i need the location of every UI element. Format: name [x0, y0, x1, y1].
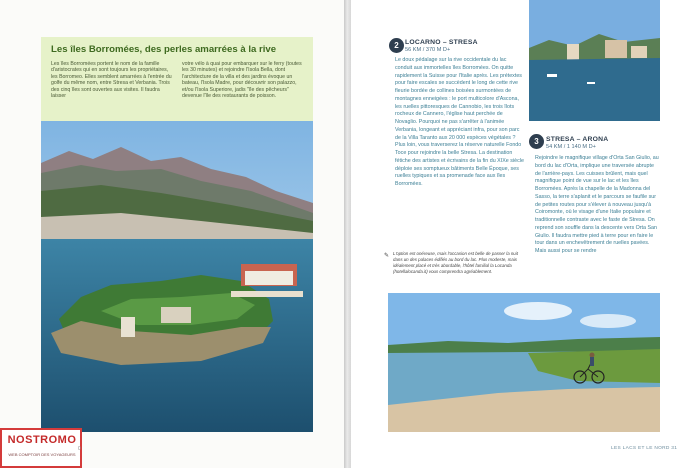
- cyclist-lakeshore-photo: [388, 293, 660, 432]
- stage-2-text: Le doux pédalage sur la rive occidentale du lac conduit aux immortelles îles Borromées. On quitte rapidement la Suisse pour l'Italie après. Les prétextes pour faire escales se succèdent le long de cette rive fleurie bordée de collines boisées surmontées de montagnes enneigées : le port multicolore d'Ascona, les ruelles pittoresques de Cannobio, les trois îlots rocheux de Cannero, l'église haut perchée de Novaglio. Pourquoi ne pas s'arrêter à l'animée Verbania, longeant et appréciant infra, pour son parc de la Villa Taranto aux 20 000 espèces végétales ? Plus loin, vous traverserez la réserve naturelle Fondo Toce pour rejoindre la belle Stresa. La destination fétiche des artistes et écrivains de la fin du XIXe siècle déploie ses somptueux bâtiments Belle Époque, ses ruelles typiques et sa promenade face aux îles Borromées.: [395, 57, 524, 187]
- stage-3-text: Rejoindre le magnifique village d'Orta San Giulio, au bord du lac d'Orta, implique une traversée abrupte de l'arrière-pays. Les cuisses brûlent, mais quel magnifique point de vue sur le lac et les îles Borromées. Après la chapelle de la Madonna del Sasso, la terre s'aplanit et le parcours se faufile sur de petites routes pour s'élever à nouveau jusqu'à Coiromonte, où le visage d'une Italie populaire et traditionnelle contraste avec le faste de Stresa. On reprend son souffle dans la descente vers Orta San Giulio. Il faudra mettre pied à terre pour en faire le tour dans un enchevêtrement de ruelles pavées. Mais aussi pour se rendre: [535, 155, 659, 254]
- stage-3-number: 3: [529, 134, 544, 149]
- nostromo-logo: [0, 428, 82, 468]
- tip-text: L'option est onéreuse, mais l'occasion est belle de passer la nuit dans un des palaces édifiés au bord du lac. Plus modeste, mais idéalement placé et très abordable, l'hôtel familial la Locanda (hotellalocanda.it) vous comprendra agréablement.: [393, 251, 518, 274]
- box-column-2: votre vélo à quai pour embarquer sur le ferry (toutes les 30 minutes) et rejoindre l'Isola Bella, dont l'architecture de la villa et des jardins évoque un bateau, l'Isola Madre, pour découvrir son palazzo, et/ou l'Isola Superiore, jadis "île des pêcheurs" devenue l'île des restaurants de poisson.: [182, 61, 302, 100]
- stage-2-distance: 56 KM / 370 M D+: [405, 47, 451, 53]
- page-footer: LES LACS ET LE NORD 31: [611, 446, 678, 451]
- pencil-icon: ✎: [384, 253, 390, 259]
- lake-village-photo: [529, 0, 660, 121]
- isola-bella-photo: [41, 121, 313, 432]
- logo-name: NOSTROMO: [7, 434, 77, 446]
- box-column-1: Les îles Borromées portent le nom de la famille d'aristocrates qui en sont toujours les propriétaires, les Borromeo. Elles semblent amarrées à l'entrée du golfe du même nom, entre Stresa et Verbania. Trois des cinq îles sont ouvertes aux visites. Il faudra laisser: [51, 61, 172, 100]
- stage-2-number: 2: [389, 38, 404, 53]
- stage-2-title: LOCARNO – STRESA: [405, 39, 478, 46]
- stage-3-distance: 54 KM / 1 140 M D+: [546, 144, 596, 150]
- left-page: [0, 0, 344, 468]
- box-title: Les îles Borromées, des perles amarrées à la rive: [51, 44, 277, 55]
- logo-tagline: WEB COMPTOIR DES VOYAGEURS: [8, 452, 76, 457]
- page-spine: [344, 0, 351, 468]
- sidebar-box: [41, 37, 313, 121]
- stage-3-title: STRESA – ARONA: [546, 136, 609, 143]
- page-number-left: 0: [78, 446, 81, 452]
